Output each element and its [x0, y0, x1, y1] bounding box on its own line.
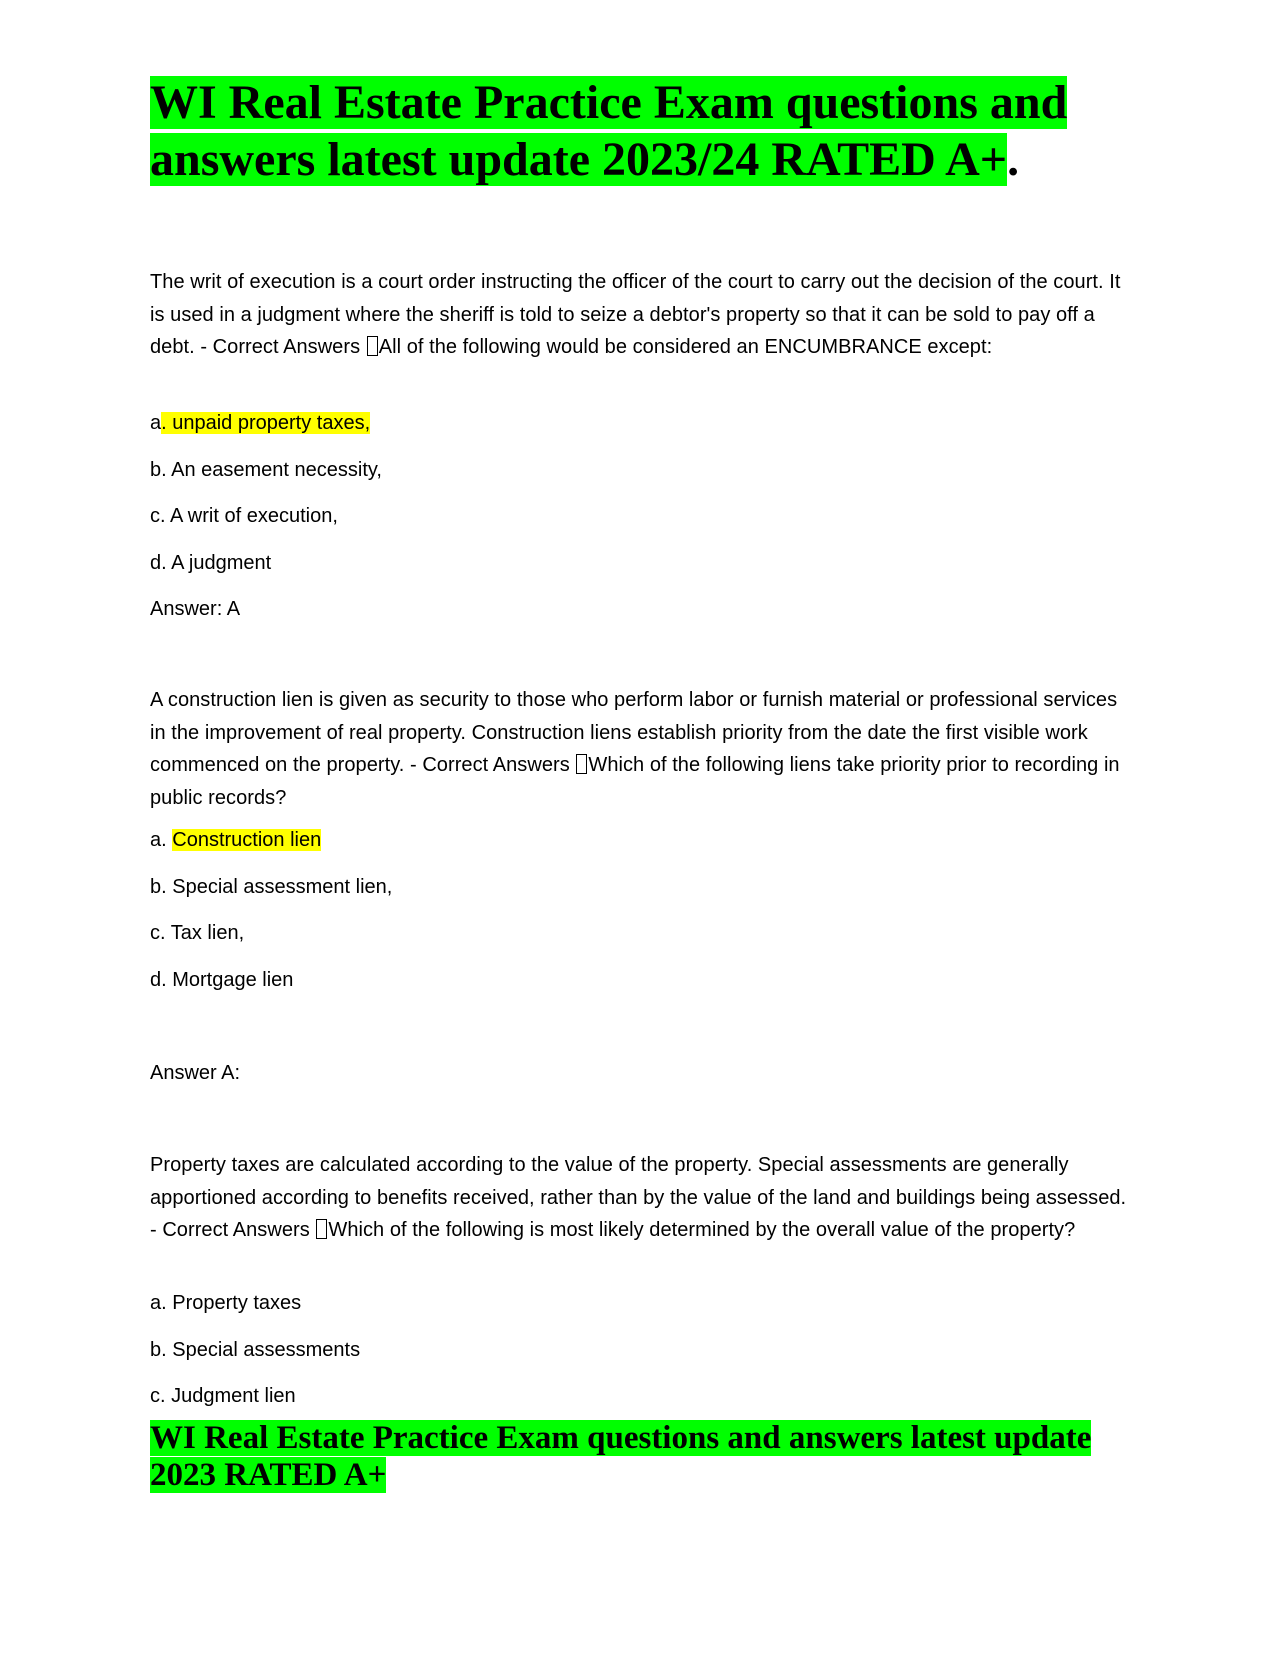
question-1-explanation: The writ of execution is a court order instructing the officer of the court to carry out the decision of the court. It is used in a judgment where the sheriff is told to seize a debtor's property so that it can be sold to pay off a debt. - Correct Answers: [150, 271, 1121, 358]
question-2-prompt: Which of the following liens take priority prior to recording in public records?: [150, 754, 1120, 809]
option-prefix: a: [150, 412, 162, 434]
question-2-explanation: A construction lien is given as security to those who perform labor or furnish material or professional services in the improvement of real property. Construction liens establish priority from the date the first visible work commenced on the property. - Correct Answers: [150, 689, 1118, 776]
question-3-explanation: Property taxes are calculated according to the value of the property. Special assessments are generally apportioned according to benefits received, rather than by the value of the land and buildings being assessed. - Correct Answers: [150, 1154, 1127, 1241]
question-2-option-c: c. Tax lien,: [150, 922, 245, 944]
missing-glyph-icon: [367, 336, 378, 356]
question-3-prompt: Which of the following is most likely determined by the overall value of the property?: [328, 1219, 1076, 1241]
missing-glyph-icon: [576, 754, 587, 774]
question-2-option-b: b. Special assessment lien,: [150, 876, 393, 898]
question-1-option-c: c. A writ of execution,: [150, 505, 338, 527]
page-title: [150, 74, 1135, 188]
page-title-suffix: .: [1007, 133, 1020, 186]
question-1-text: [150, 266, 1135, 364]
question-1-answer: Answer: A: [150, 598, 241, 620]
question-2-text: [150, 684, 1135, 814]
footer-title-text: WI Real Estate Practice Exam questions and answers latest update 2023 RATED A+: [150, 1420, 1092, 1493]
question-1-option-b: b. An easement necessity,: [150, 459, 382, 481]
page-title-text: WI Real Estate Practice Exam questions and answers latest update 2023/24 RATED A+: [150, 76, 1068, 186]
question-3-option-b: b. Special assessments: [150, 1339, 361, 1361]
question-3-option-a: a. Property taxes: [150, 1292, 302, 1314]
question-2-option-a: [150, 824, 321, 857]
question-3-text: [150, 1149, 1135, 1247]
highlighted-answer: . unpaid property taxes,: [161, 412, 371, 434]
missing-glyph-icon: [316, 1219, 327, 1239]
question-1-option-d: d. A judgment: [150, 552, 272, 574]
question-2-answer: Answer A:: [150, 1062, 241, 1084]
question-1-option-a: [150, 407, 370, 440]
highlighted-answer: Construction lien: [172, 829, 322, 851]
option-prefix: a.: [150, 829, 173, 851]
question-2-option-d: d. Mortgage lien: [150, 969, 294, 991]
question-1-prompt: All of the following would be considered an ENCUMBRANCE except:: [378, 336, 993, 358]
footer-title: [150, 1420, 1135, 1494]
question-3-option-c: c. Judgment lien: [150, 1385, 296, 1407]
